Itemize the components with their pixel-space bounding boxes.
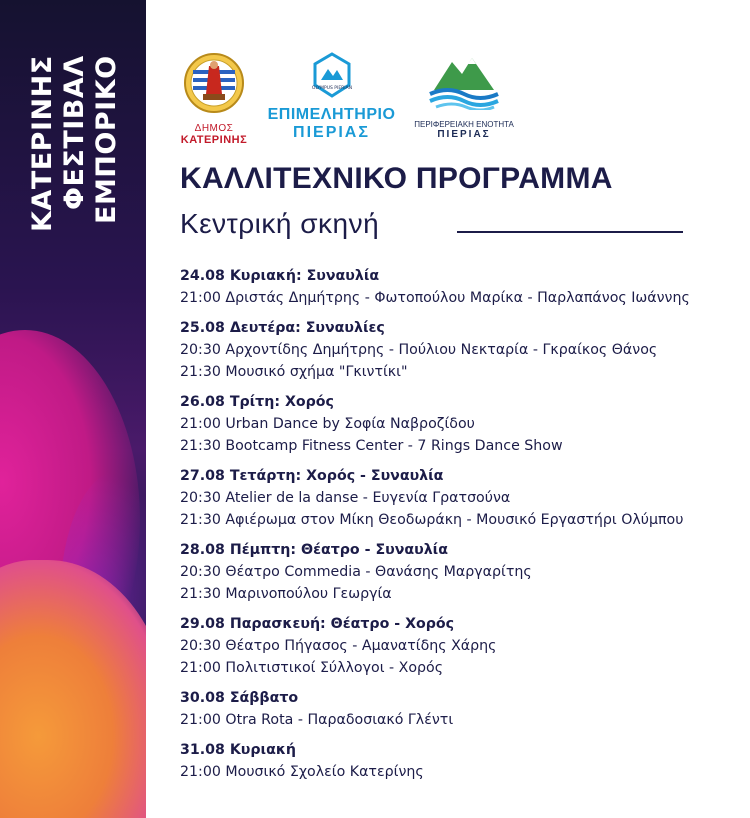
festival-title (24, 55, 124, 245)
sidebar-banner (0, 0, 146, 818)
day-heading: 30.08 Σάββατο (180, 690, 299, 706)
municipality-seal-icon (183, 52, 245, 116)
day-heading: 31.08 Κυριακή (180, 742, 297, 758)
dimos-katerinis-logo (176, 52, 252, 146)
mountain-waves-icon (428, 52, 500, 110)
festival-title-line-2: ΦΕΣΤΙΒΑΛ (59, 55, 90, 210)
event-item: 21:00 Urban Dance by Σοφία Ναβροζίδου (180, 416, 475, 432)
program-day (180, 739, 740, 783)
event-item: 21:30 Bootcamp Fitness Center - 7 Rings Dance Show (180, 438, 563, 454)
day-heading: 29.08 Παρασκευή: Θέατρο - Χορός (180, 616, 455, 632)
festival-title-line-3: ΚΑΤΕΡΙΝΗΣ (27, 55, 58, 232)
page-title: ΚΑΛΛΙΤΕΧΝΙΚΟ ΠΡΟΓΡΑΜΜΑ (180, 162, 613, 195)
day-heading: 28.08 Πέμπτη: Θέατρο - Συναυλία (180, 542, 448, 558)
program-day (180, 317, 740, 383)
orange-shape (0, 560, 146, 818)
event-item: 20:30 Atelier de la danse - Ευγενία Γρατσούνα (180, 490, 511, 506)
event-item: 20:30 Αρχοντίδης Δημήτρης - Πούλιου Νεκταρία - Γκραίκος Θάνος (180, 342, 658, 358)
program-day (180, 465, 740, 531)
program-day (180, 539, 740, 605)
day-heading: 25.08 Δευτέρα: Συναυλίες (180, 320, 385, 336)
event-item: 21:30 Μαρινοπούλου Γεωργία (180, 586, 392, 602)
epimelitirio-logo (264, 52, 399, 142)
chamber-badge-icon (312, 52, 352, 98)
event-item: 21:30 Μουσικό σχήμα "Γκιντίκι" (180, 364, 408, 380)
perifereiaki-caption-line2: ΠΙΕΡΙΑΣ (437, 129, 491, 140)
day-heading: 27.08 Τετάρτη: Χορός - Συναυλία (180, 468, 444, 484)
dimos-caption-line2: ΚΑΤΕΡΙΝΗΣ (180, 134, 248, 146)
event-item: 20:30 Θέατρο Πήγασος - Αμανατίδης Χάρης (180, 638, 497, 654)
program-day (180, 687, 740, 731)
festival-title-line-1: ΕΜΠΟΡΙΚΟ (91, 55, 122, 224)
day-heading: 26.08 Τρίτη: Χορός (180, 394, 334, 410)
chamber-badge-text: OLYMPUS PIERIAN (311, 86, 352, 91)
perifereiaki-enotita-logo (412, 52, 516, 140)
program-day (180, 391, 740, 457)
event-item: 21:00 Otra Rota - Παραδοσιακό Γλέντι (180, 712, 454, 728)
event-item: 20:30 Θέατρο Commedia - Θανάσης Μαργαρίτης (180, 564, 532, 580)
event-item: 21:00 Μουσικό Σχολείο Κατερίνης (180, 764, 424, 780)
program-day (180, 265, 740, 309)
event-item: 21:00 Δριστάς Δημήτρης - Φωτοπούλου Μαρίκα - Παρλαπάνος Ιωάννης (180, 290, 690, 306)
epimelitirio-caption-line2: ΠΙΕΡΙΑΣ (293, 124, 370, 141)
day-heading: 24.08 Κυριακή: Συναυλία (180, 268, 380, 284)
epimelitirio-caption-line1: ΕΠΙΜΕΛΗΤΗΡΙΟ (267, 106, 396, 123)
program-day (180, 613, 740, 679)
stage-subtitle: Κεντρική σκηνή (180, 208, 380, 239)
event-item: 21:00 Πολιτιστικοί Σύλλογοι - Χορός (180, 660, 444, 676)
subtitle-divider (457, 231, 683, 233)
sponsor-logos (176, 52, 516, 147)
dimos-caption-line1: ΔΗΜΟΣ (194, 123, 234, 134)
program-schedule (180, 265, 740, 791)
event-item: 21:30 Αφιέρωμα στον Μίκη Θεοδωράκη - Μουσικό Εργαστήρι Ολύμπου (180, 512, 684, 528)
perifereiaki-caption-line1: ΠΕΡΙΦΕΡΕΙΑΚΗ ΕΝΟΤΗΤΑ (414, 120, 514, 129)
